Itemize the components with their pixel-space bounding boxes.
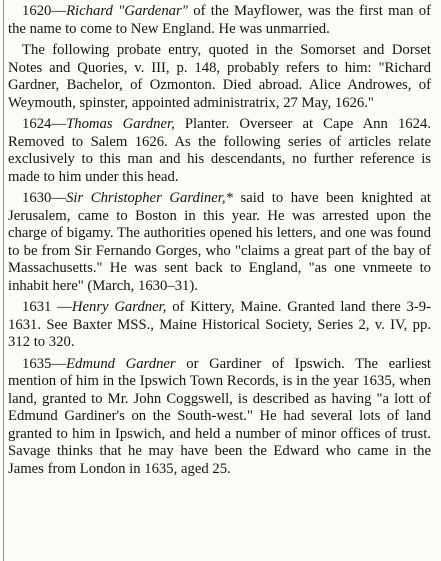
entry-person-name: Thomas Gardner,	[66, 116, 175, 132]
probate-note-text: The following probate entry, quoted in the Somorset and Dorset Notes and Quories, v. III, p. 148, probably refers to him: "Richard Gardner, Bachelor, of Ozmonton. Died abroad. Alice Androwes, of Weymouth, spinster, appointed administratrix, 27 May, 1626."	[8, 42, 431, 111]
entry-person-name: Henry Gardner,	[71, 299, 167, 315]
entry-year: 1620—	[22, 3, 67, 19]
entry-1635-edmund-gardner	[8, 356, 431, 479]
entry-text: said to have been knighted at Jerusalem, came to Boston in this year. He was arrested upon the charge of bigamy. The authorities opened his letters, and one was found to be from Sir Fernando Gorges, who "claims a great part of the bay of Massachusetts." He was sent back to England, "as one vnmeete to inhabit here" (March, 1630–31).	[8, 190, 431, 294]
entry-1631-henry-gardner	[8, 299, 431, 352]
entry-person-name: Richard "Gardenar"	[66, 3, 188, 19]
entry-year: 1630—	[22, 190, 67, 206]
probate-note-paragraph	[8, 42, 431, 112]
entry-text: of the Mayflower, was the first man of the name to come to New England. He was unmarried.	[8, 3, 431, 37]
entry-text: Planter. Overseer at Cape Ann 1624. Removed to Salem 1626. As the following series of articles relate exclusively to this man and his descendants, no further reference is made to him under this head.	[8, 116, 431, 185]
entry-1624-thomas-gardner	[8, 116, 431, 186]
entry-person-name: Edmund Gardner	[66, 355, 176, 372]
entry-year: 1624—	[22, 116, 67, 132]
entry-year: 1631 —	[22, 299, 72, 315]
entry-person-name: Sir Christopher Gardiner,*	[66, 190, 233, 206]
entry-year: 1635—	[22, 355, 67, 372]
entry-1620-richard-gardenar	[8, 3, 431, 38]
page-margin-rule	[3, 0, 4, 561]
entry-text: of Kittery, Maine. Granted land there 3-9-1631. See Baxter MSS., Maine Historical Society, Series 2, v. IV, pp. 312 to 320.	[8, 299, 432, 350]
entry-text: or Gardiner of Ipswich. The earliest mention of him in the Ipswich Town Records, is in the year 1635, when land, granted to Mr. John Coggswell, is described as having "a lott of Edmund Gardiner's on the South-west." He had several lots of land granted to him in Ipswich, and held a number of minor offices of trust. Savage thinks that he may have been the Edward who came in the James from London in 1635, aged 25.	[8, 355, 432, 477]
entry-1630-christopher-gardiner	[8, 190, 431, 295]
